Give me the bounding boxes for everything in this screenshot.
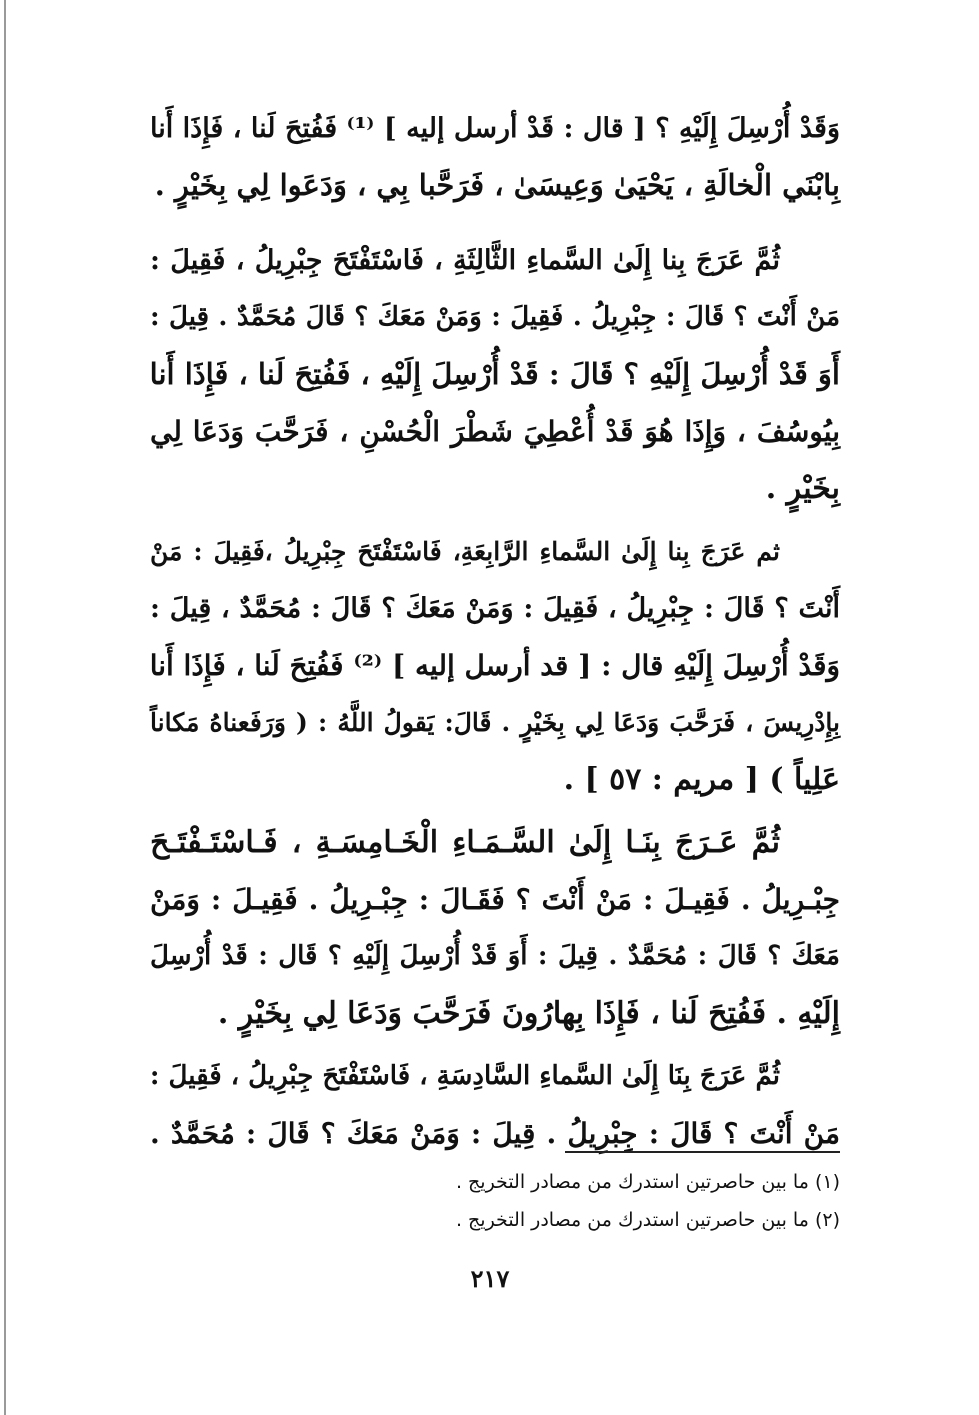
text-line: مَنْ أَنْتَ ؟ قَالَ : جِبْرِيلُ . قِيلَ : وَمَنْ مَعَكَ ؟ قَالَ : مُحَمَّدٌ .: [150, 1117, 840, 1150]
text-line: بِابْنَي الْخالَةِ ، يَحْيَىٰ وَعِيسَىٰ ، فَرَحَّبا بِي ، وَدَعَوا لِي بِخَيْرٍ .: [154, 168, 840, 202]
paragraph-1: [150, 100, 840, 214]
paragraph-4: [150, 814, 840, 1042]
text-line: ثُمَّ عَـرَجَ بِنَـا إِلَىٰ السَّـمَـاءِ الْخَـامِسَـةِ ، فَـاسْتَـفْتَـحَ: [150, 825, 780, 860]
text-line: بِخَيْرٍ .: [765, 471, 840, 506]
text-line: ثُمَّ عَرَجَ بِنا إِلَىٰ السَّماءِ الثَّالِثَةِ ، فَاسْتَفْتَحَ جِبْرِيلُ ، فَقِيلَ :: [150, 245, 780, 276]
text-line: وَقَدْ أُرْسِلَ إِلَيْهِ قال : [ قد أرسل إليه ] ⁽²⁾ فَفُتِحَ لَنا ، فَإِذَا أَنا: [149, 649, 840, 682]
text-line: مَعَكَ ؟ قَالَ : مُحَمَّدٌ . قِيلَ : أَوَ قَدْ أُرْسِلَ إِلَيْهِ ؟ قَال : قَدْ أُرْسِلَ: [150, 941, 840, 971]
text-line: جِبْـرِيلُ . فَقِيـلَ : مَنْ أَنْتَ ؟ فَقَـالَ : جِبْـرِيلُ . فَقِيـلَ : وَمَنْ: [150, 883, 840, 916]
paragraph-5: [150, 1048, 840, 1162]
text-line: بِإِدْرِيسَ ، فَرَحَّبَ وَدَعَا لِي بِخَيْرٍ . قَالَ: يَقولُ اللَّهُ : ( وَرَفَعناهُ مَكاناً: [150, 708, 840, 737]
page-number: ٢١٧: [470, 1264, 510, 1293]
main-text: [150, 100, 840, 1162]
text-line: أَنْتَ ؟ قَالَ : جِبْرِيلُ ، فَقِيلَ : وَمَنْ مَعَكَ ؟ قَالَ : مُحَمَّدٌ ، قِيلَ :: [150, 593, 840, 624]
footnotes: [300, 1163, 840, 1239]
footnote-separator: [565, 1151, 840, 1153]
text-line: وَقَدْ أُرْسِلَ إِلَيْهِ ؟ [ قال : قَدْ أرسل إليه ] ⁽¹⁾ فَفُتِحَ لَنا ، فَإِذَا أَنا: [150, 113, 840, 144]
text-line: ثم عَرَجَ بِنا إِلَىٰ السَّماءِ الرَّابِعَةِ، فَاسْتَفْتَحَ جِبْرِيلُ ،فَقِيلَ : مَنْ: [150, 537, 780, 566]
page-edge-line: [4, 0, 6, 1415]
text-line: مَنْ أَنْتَ ؟ قَالَ : جِبْرِيلُ . فَقِيلَ : وَمَنْ مَعَكَ ؟ قَالَ مُحَمَّدٌ . قِيلَ :: [150, 302, 840, 332]
paragraph-2: [150, 232, 840, 517]
text-line: بِيُوسُفَ ، وَإِذَا هُوَ قَدْ أُعْطِيَ شَطْرَ الْحُسْنِ ، فَرَحَّبَ وَدَعَا لِي: [150, 415, 840, 448]
text-line: إِلَيْهِ . فَفُتِحَ لَنا ، فَإِذَا بِهارُونَ فَرَحَّبَ وَدَعَا لِي بِخَيْرٍ .: [217, 996, 840, 1031]
footnote-2: (٢) ما بين حاصرتين استدرك من مصادر التخريج .: [455, 1209, 840, 1231]
text-line: عَلِياً ) [ مريم : ٥٧ ] .: [563, 762, 840, 797]
text-line: أَوَ قَدْ أُرْسِلَ إِلَيْهِ ؟ قَالَ : قَدْ أُرْسِلَ إِلَيْهِ ، فَفُتِحَ لَنا ، فَإِذَا أَنا: [149, 357, 840, 391]
text-line: ثُمَّ عَرَجَ بِنَا إِلَىٰ السَّماءِ السَّادِسَةِ ، فَاسْتَفْتَحَ جِبْرِيلُ ، فَقِيلَ :: [149, 1061, 780, 1091]
footnote-1: (١) ما بين حاصرتين استدرك من مصادر التخريج .: [455, 1171, 840, 1193]
paragraph-3: [150, 523, 840, 808]
